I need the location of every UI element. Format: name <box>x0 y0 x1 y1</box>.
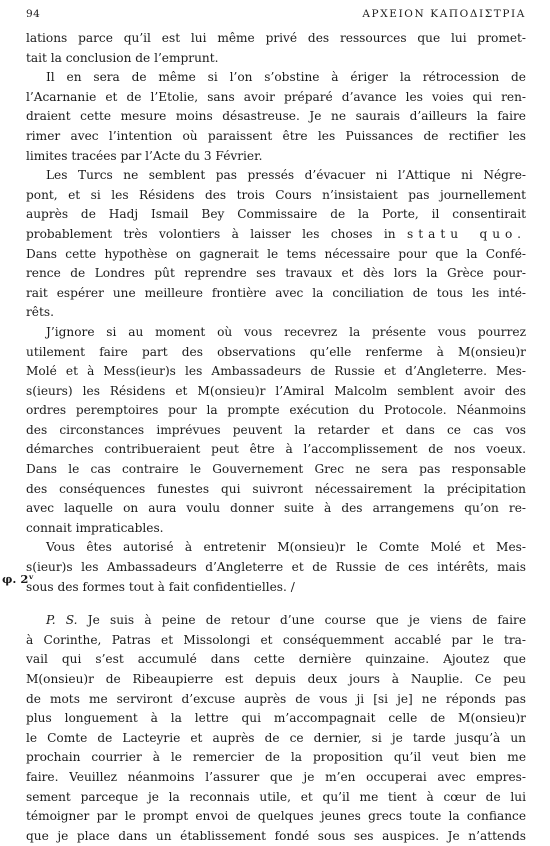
text-line: des conséquences funestes qui suivront nécessairement la précipitation <box>26 481 526 496</box>
postscript <box>26 611 526 846</box>
latin-phrase: statu quo. <box>407 226 526 241</box>
text-line: Les Turcs ne semblent pas pressés d’évacuer ni l’Attique ni Négre- <box>46 168 526 183</box>
text-line: Molé et à Mess(ieur)s les Ambassadeurs de Russie et d’Angleterre. Mes- <box>26 364 526 379</box>
text-line: tait la conclusion de l’emprunt. <box>26 50 219 65</box>
text-line: Dans cette hypothèse on gagnerait le tems nécessaire pour que la Confé- <box>26 246 526 261</box>
text-line: de mots me serviront d’excuse auprès de vous ji [si je] ne réponds pas <box>26 691 526 706</box>
text-line: rence de Londres pût reprendre ses travaux et dès lors la Grèce pour- <box>26 266 526 281</box>
text-line: l’Acarnanie et de l’Etolie, sans avoir préparé d’avance les voies qui ren- <box>26 89 526 104</box>
text-line: Il en sera de même si l’on s’obstine à ériger la rétrocession de <box>46 70 526 85</box>
text-line: s(ieurs) les Résidens et M(onsieu)r l’Amiral Malcolm semblent avoir des <box>26 383 526 398</box>
body-text <box>26 29 526 846</box>
text-line: des circonstances imprévues peuvent la retarder et dans ce cas vos <box>26 422 526 437</box>
text-line: pont, et si les Résidens des trois Cours n’insistaient pas journellement <box>26 187 526 202</box>
text-line: connait impraticables. <box>26 520 164 535</box>
text-line: sement parceque je la reconnais utile, et qu’il me tient à cœur de lui <box>26 789 526 804</box>
text-line: à Corinthe, Patras et Missolongi et conséquemment accablé par le tra- <box>26 632 526 647</box>
text-line: draient cette mesure moins désastreuse. Je ne saurais d’ailleurs la faire <box>26 109 526 124</box>
text-line: démarches contribueraient peut être à l’accomplissement de nos voeux. <box>26 442 526 457</box>
text-line <box>26 611 526 631</box>
text-line: J’ignore si au moment où vous recevrez la présente vous pourrez <box>46 324 526 339</box>
text-line: lations parce qu’il est lui même privé des ressources que lui promet- <box>26 31 526 45</box>
text-line: plus longuement à la lettre qui m’accompagnait celle de M(onsieu)r <box>26 711 526 726</box>
ps-label: P. S. <box>46 613 78 628</box>
text-line: témoigner par le prompt envoi de quelques jeunes grecs toute la confiance <box>26 809 526 824</box>
text-line: Vous êtes autorisé à entretenir M(onsieu)r le Comte Molé et Mes- <box>46 540 526 555</box>
text-line: Dans le cas contraire le Gouvernement Grec ne sera pas responsable <box>26 462 526 477</box>
running-head: ΑΡΧΕΙΟΝ ΚΑΠΟΔΙΣΤΡΙΑ <box>362 8 526 20</box>
text-line: rimer avec l’intention où paraissent être les Puissances de rectifier les <box>26 128 526 143</box>
text-line: M(onsieu)r de Ribeaupierre est depuis deux jours à Nauplie. Ce peu <box>26 672 526 686</box>
page-number: 94 <box>26 8 41 20</box>
text-line: que je place dans un établissement fondé sous ses auspices. Je n’attends <box>26 828 526 843</box>
text-line: faire. Veuillez néanmoins l’assurer que je m’en occuperai avec empres- <box>26 769 526 784</box>
text-line: utilement faire part des observations qu’elle renferme à M(onsieu)r <box>26 344 526 359</box>
text-line: le Comte de Lacteyrie et auprès de ce dernier, si je tarde jusqu’à un <box>26 730 526 745</box>
text-line: vail qui s’est accumulé dans cette dernière quinzaine. Ajoutez que <box>26 652 526 667</box>
text-line: rait espérer une meilleure frontière avec la conciliation de tous les inté- <box>26 285 526 300</box>
text-line: avec laquelle on aura voulu donner suite à des arrangemens qu’on re- <box>26 501 526 516</box>
text-line: limites tracées par l’Acte du 3 Février. <box>26 148 263 163</box>
text-line: s(ieur)s les Ambassadeurs d’Angleterre et de Russie de ces intérêts, mais <box>26 560 526 575</box>
text-segment: Je suis à peine de retour d’une course que je viens de faire <box>87 613 526 628</box>
text-line <box>26 225 526 245</box>
text-line: prochain courrier à le remercier de la proposition qu’il veut bien me <box>26 750 526 765</box>
text-line: ordres peremptoires pour la prompte exécution du Protocole. Néanmoins <box>26 403 526 418</box>
text-segment: probablement très volontiers à laisser les choses in <box>26 226 396 241</box>
text-line: rêts. <box>26 305 54 320</box>
text-line: auprès de Hadj Ismail Bey Commissaire de la Porte, il consentirait <box>26 207 526 222</box>
text-line: sous des formes tout à fait confidentielles. / <box>26 579 295 594</box>
folio-mark: φ. 2ᵛ <box>2 572 35 586</box>
